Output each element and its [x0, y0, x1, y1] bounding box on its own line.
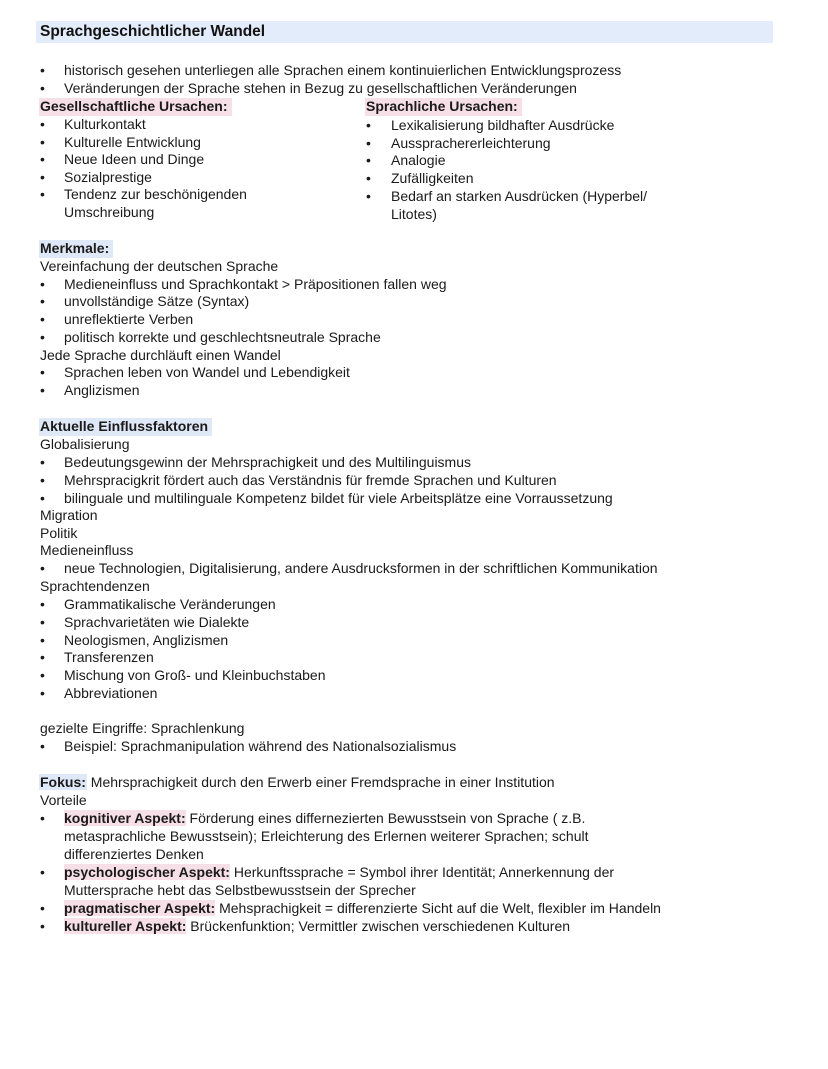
aspect-continuation: metasprachliche Bewusstsein); Erleichterung des Erlernen weiterer Sprachen; schult	[64, 828, 589, 844]
list-item: Kulturkontakt	[64, 116, 146, 132]
gesellschaftlich-heading: Gesellschaftliche Ursachen:	[39, 98, 232, 116]
bullet: •	[40, 454, 45, 470]
list-item: Aussprachererleichterung	[391, 135, 551, 151]
intro-item: Veränderungen der Sprache stehen in Bezug zu gesellschaftlichen Veränderungen	[64, 80, 577, 96]
bullet: •	[40, 311, 45, 327]
sprachlich-heading: Sprachliche Ursachen:	[365, 98, 522, 116]
list-item: Grammatikalische Veränderungen	[64, 596, 276, 612]
bullet: •	[40, 596, 45, 612]
list-item: Sprachvarietäten wie Dialekte	[64, 614, 250, 630]
bullet: •	[366, 170, 371, 186]
einfluss-heading: Aktuelle Einflussfaktoren	[39, 418, 212, 436]
bullet: •	[40, 632, 45, 648]
aspect-line	[64, 900, 661, 918]
bullet: •	[40, 667, 45, 683]
merkmale-subheading: Jede Sprache durchläuft einen Wandel	[40, 347, 281, 363]
list-item-continuation: Litotes)	[391, 206, 437, 222]
aspect-line	[64, 810, 585, 828]
list-item: Bedeutungsgewinn der Mehrsprachigkeit und des Multilinguismus	[64, 454, 472, 470]
einfluss-subheading: Migration	[40, 507, 98, 523]
bullet: •	[40, 62, 45, 78]
bullet: •	[366, 188, 371, 204]
list-item: Bedarf an starken Ausdrücken (Hyperbel/	[391, 188, 648, 204]
bullet: •	[40, 900, 45, 916]
bullet: •	[40, 864, 45, 880]
page-title: Sprachgeschichtlicher Wandel	[36, 21, 773, 43]
bullet: •	[40, 614, 45, 630]
bullet: •	[40, 329, 45, 345]
bullet: •	[40, 472, 45, 488]
einfluss-subheading: Sprachtendenzen	[40, 578, 150, 594]
einfluss-subheading: Globalisierung	[40, 436, 130, 452]
bullet: •	[40, 169, 45, 185]
aspect-label: kultureller Aspekt:	[64, 918, 187, 934]
list-item: Anglizismen	[64, 382, 140, 398]
list-item: Lexikalisierung bildhafter Ausdrücke	[391, 117, 615, 133]
bullet: •	[40, 490, 45, 506]
list-item: Transferenzen	[64, 649, 154, 665]
list-item: Neue Ideen und Dinge	[64, 151, 205, 167]
bullet: •	[40, 918, 45, 934]
einfluss-subheading: Medieneinfluss	[40, 542, 134, 558]
list-item: Kulturelle Entwicklung	[64, 134, 201, 150]
merkmale-subheading: Vereinfachung der deutschen Sprache	[40, 258, 279, 274]
list-item: bilinguale und multilinguale Kompetenz bildet für viele Arbeitsplätze eine Vorraussetzung	[64, 490, 613, 506]
aspect-continuation: Muttersprache hebt das Selbstbewusstsein der Sprecher	[64, 882, 416, 898]
list-item: Zufälligkeiten	[391, 170, 474, 186]
fokus-text: Mehrsprachigkeit durch den Erwerb einer Fremdsprache in einer Institution	[86, 774, 555, 790]
aspect-label: pragmatischer Aspekt:	[64, 900, 216, 916]
fokus-label: Fokus:	[40, 774, 86, 790]
aspect-text: Förderung eines differnezierten Bewusstsein von Sprache ( z.B.	[185, 810, 586, 826]
list-item: Mischung von Groß- und Kleinbuchstaben	[64, 667, 326, 683]
merkmale-heading: Merkmale:	[39, 240, 113, 258]
vorteile-subheading: Vorteile	[40, 792, 87, 808]
aspect-text: Herkunftssprache = Symbol ihrer Identität; Annerkennung der	[229, 864, 615, 880]
bullet: •	[40, 810, 45, 826]
intro-item: historisch gesehen unterliegen alle Sprachen einem kontinuierlichen Entwicklungsprozess	[64, 62, 622, 78]
bullet: •	[40, 276, 45, 292]
list-item-continuation: Umschreibung	[64, 204, 155, 220]
list-item: Neologismen, Anglizismen	[64, 632, 229, 648]
list-item: politisch korrekte und geschlechtsneutrale Sprache	[64, 329, 381, 345]
list-item: Beispiel: Sprachmanipulation während des Nationalsozialismus	[64, 738, 457, 754]
aspect-text: Mehsprachigkeit = differenzierte Sicht auf die Welt, flexibler im Handeln	[215, 900, 661, 916]
bullet: •	[40, 134, 45, 150]
bullet: •	[40, 116, 45, 132]
list-item: Medieneinfluss und Sprachkontakt > Präpositionen fallen weg	[64, 276, 447, 292]
bullet: •	[40, 738, 45, 754]
aspect-label: kognitiver Aspekt:	[64, 810, 186, 826]
aspect-text: Brückenfunktion; Vermittler zwischen verschiedenen Kulturen	[186, 918, 571, 934]
list-item: Sozialprestige	[64, 169, 152, 185]
bullet: •	[40, 186, 45, 202]
aspect-continuation: differenziertes Denken	[64, 846, 204, 862]
bullet: •	[366, 135, 371, 151]
list-item: Mehrspracigkrit fördert auch das Verständnis für fremde Sprachen und Kulturen	[64, 472, 557, 488]
bullet: •	[40, 293, 45, 309]
bullet: •	[40, 649, 45, 665]
list-item: unvollständige Sätze (Syntax)	[64, 293, 250, 309]
bullet: •	[40, 80, 45, 96]
bullet: •	[40, 151, 45, 167]
einfluss-subheading: Politik	[40, 525, 78, 541]
list-item: Sprachen leben von Wandel und Lebendigkeit	[64, 364, 350, 380]
aspect-label: psychologischer Aspekt:	[64, 864, 230, 880]
bullet: •	[40, 560, 45, 576]
list-item: Tendenz zur beschönigenden	[64, 186, 247, 202]
list-item: Analogie	[391, 152, 446, 168]
einfluss-subheading: gezielte Eingriffe: Sprachlenkung	[40, 720, 245, 736]
aspect-line	[64, 918, 570, 936]
aspect-line	[64, 864, 614, 882]
fokus-line	[39, 774, 555, 792]
list-item: unreflektierte Verben	[64, 311, 194, 327]
bullet: •	[366, 152, 371, 168]
bullet: •	[366, 117, 371, 133]
list-item: neue Technologien, Digitalisierung, andere Ausdrucksformen in der schriftlichen Kommunikation	[64, 560, 658, 576]
bullet: •	[40, 364, 45, 380]
list-item: Abbreviationen	[64, 685, 158, 701]
bullet: •	[40, 382, 45, 398]
bullet: •	[40, 685, 45, 701]
